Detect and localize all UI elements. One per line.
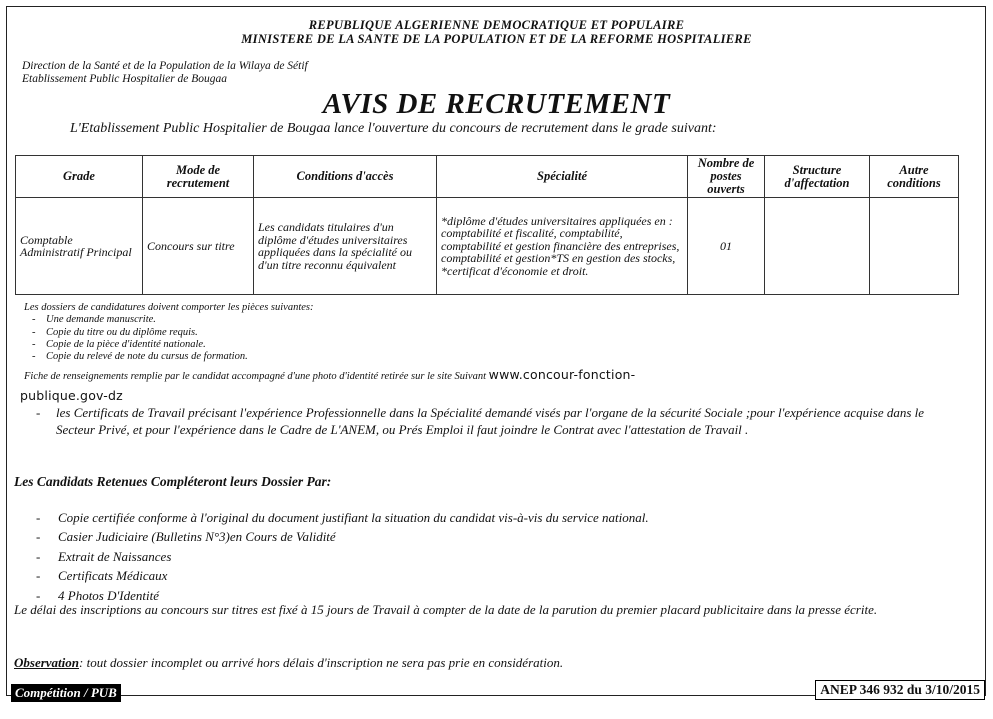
dossiers-section bbox=[24, 302, 313, 363]
cell-grade: Comptable Administratif Principal bbox=[16, 198, 143, 295]
cell-postes: 01 bbox=[688, 198, 765, 295]
list-item: - Certificats Médicaux bbox=[36, 566, 649, 585]
direction-line: Direction de la Santé et de la Population de la Wilaya de Sétif bbox=[22, 60, 308, 72]
col-grade: Grade bbox=[16, 156, 143, 198]
header-republique: REPUBLIQUE ALGERIENNE DEMOCRATIQUE ET POPULAIRE bbox=[308, 18, 685, 32]
cell-specialite: *diplôme d'études universitaires appliquées en : comptabilité et fiscalité, comptabilité, comptabilité et gestion financière des entreprises, comptabilité et gestion*TS en gestion des stocks, *certificat d'économie et droit. bbox=[437, 198, 688, 295]
list-item: - Copie du titre ou du diplôme requis. bbox=[24, 327, 313, 339]
dossiers-intro: Les dossiers de candidatures doivent comporter les pièces suivantes: bbox=[24, 302, 314, 313]
completer-item: Extrait de Naissances bbox=[58, 548, 172, 564]
table-header-row bbox=[16, 156, 959, 198]
completer-heading: Les Candidats Retenues Compléteront leurs Dossier Par: bbox=[14, 474, 332, 489]
certificats-text: les Certificats de Travail précisant l'expérience Professionnelle dans la Spécialité demandé visés par l'organe de la sécurité Sociale ;pour l'expérience acquise dans le Secteur Privé, et pour l'expérience dans le Cadre de L'ANEM, ou Prés Emploi il faut joindre le Contrat avec l'attestation de Travail . bbox=[56, 405, 925, 437]
observation-label: Observation bbox=[14, 655, 79, 670]
col-conditions: Conditions d'accès bbox=[254, 156, 437, 198]
cell-conditions: Les candidats titulaires d'un diplôme d'études universitaires appliquées dans la spécialité ou d'un titre reconnu équivalent bbox=[254, 198, 437, 295]
list-item: - Extrait de Naissances bbox=[36, 547, 649, 566]
list-item: - Une demande manuscrite. bbox=[24, 314, 313, 326]
cell-structure bbox=[765, 198, 870, 295]
completer-item: 4 Photos D'Identité bbox=[58, 587, 159, 603]
completer-item: Casier Judiciaire (Bulletins N°3)en Cours de Validité bbox=[58, 529, 336, 545]
establishment-line: Etablissement Public Hospitalier de Bougaa bbox=[22, 73, 228, 85]
recruitment-table bbox=[15, 155, 959, 295]
list-item: - 4 Photos D'Identité bbox=[36, 586, 649, 605]
observation-line bbox=[14, 655, 563, 671]
col-autre: Autre conditions bbox=[870, 156, 959, 198]
delai-paragraph: Le délai des inscriptions au concours sur titres est fixé à 15 jours de Travail à compter de la date de la parution du premier placard publicitaire dans la presse écrite. bbox=[14, 602, 878, 617]
completer-item: Certificats Médicaux bbox=[58, 568, 168, 584]
cell-mode: Concours sur titre bbox=[143, 198, 254, 295]
completer-list bbox=[36, 508, 649, 605]
list-item: - Copie certifiée conforme à l'original du document justifiant la situation du candidat vis-à-vis du service national. bbox=[36, 508, 649, 527]
col-specialite: Spécialité bbox=[437, 156, 688, 198]
fiche-line bbox=[24, 367, 635, 382]
observation-text: : tout dossier incomplet ou arrivé hors délais d'inscription ne sera pas prie en considération. bbox=[79, 655, 564, 670]
certificats-paragraph bbox=[36, 404, 961, 438]
fiche-text: Fiche de renseignements remplie par le candidat accompagné d'une photo d'identité retirée sur le site Suivant bbox=[24, 371, 487, 382]
page-title: AVIS DE RECRUTEMENT bbox=[322, 88, 671, 120]
competition-pub-badge: Compétition / PUB bbox=[11, 684, 121, 702]
dossiers-list bbox=[24, 314, 313, 363]
anep-reference-badge: ANEP 346 932 du 3/10/2015 bbox=[815, 680, 985, 700]
col-postes: Nombre de postes ouverts bbox=[688, 156, 765, 198]
table-row bbox=[16, 198, 959, 295]
list-item: - Casier Judiciaire (Bulletins N°3)en Cours de Validité bbox=[36, 527, 649, 546]
intro-paragraph: L'Etablissement Public Hospitalier de Bougaa lance l'ouverture du concours de recrutement dans le grade suivant: bbox=[70, 121, 717, 136]
completer-item: Copie certifiée conforme à l'original du document justifiant la situation du candidat vis-à-vis du service national. bbox=[58, 510, 649, 525]
cell-autre bbox=[870, 198, 959, 295]
list-item: - Copie de la pièce d'identité nationale. bbox=[24, 339, 313, 351]
col-mode: Mode de recrutement bbox=[143, 156, 254, 198]
col-structure: Structure d'affectation bbox=[765, 156, 870, 198]
bullet-dash: - bbox=[36, 405, 41, 420]
site-url-part1: www.concour-fonction- bbox=[488, 367, 636, 382]
site-url-part2: publique.gov-dz bbox=[20, 388, 123, 403]
header-ministere: MINISTERE DE LA SANTE DE LA POPULATION ET DE LA REFORME HOSPITALIERE bbox=[241, 32, 752, 46]
list-item: - Copie du relevé de note du cursus de formation. bbox=[24, 351, 313, 363]
